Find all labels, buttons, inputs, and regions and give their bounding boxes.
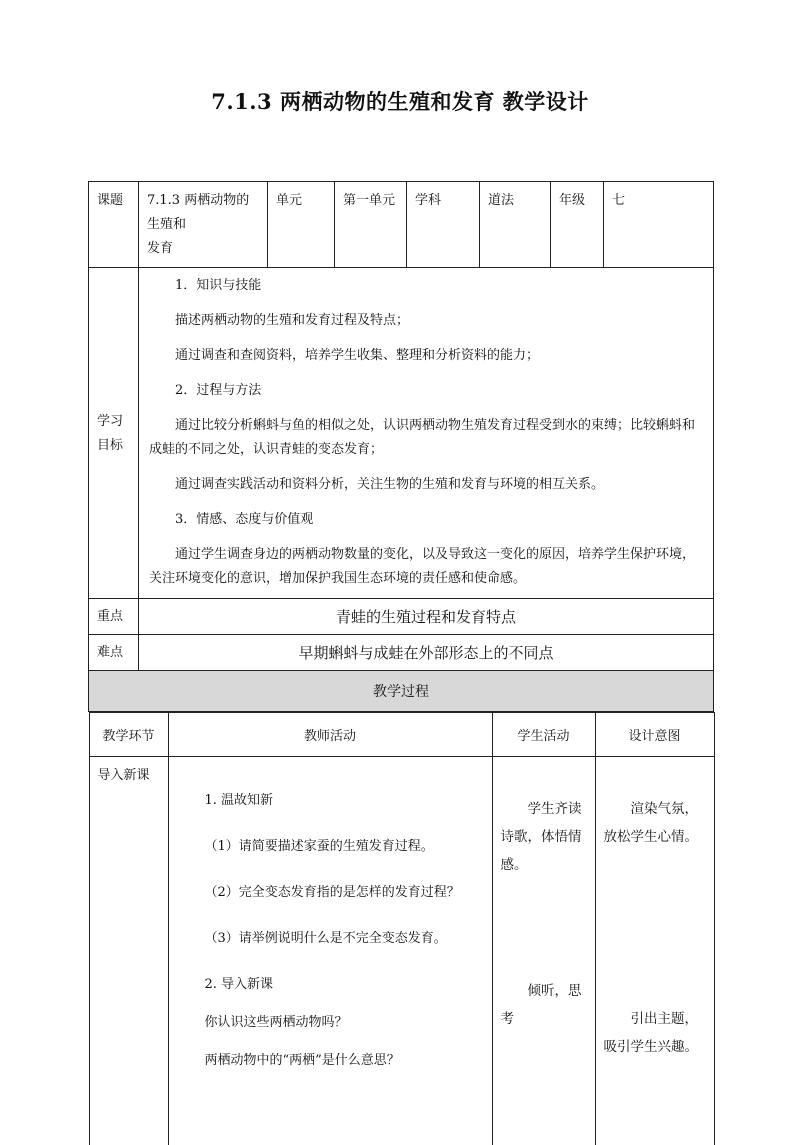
objective-heading-2: 2．过程与方法 <box>175 383 262 398</box>
grade-value: 七 <box>612 193 626 208</box>
student-line: 学生齐读 <box>527 801 582 817</box>
header-design: 设计意图 <box>595 713 714 757</box>
difficulty-value: 早期蝌蚪与成蛙在外部形态上的不同点 <box>298 644 554 662</box>
header-student: 学生活动 <box>492 713 595 757</box>
header-teacher: 教师活动 <box>168 713 492 757</box>
key-point-value-cell <box>139 599 714 635</box>
key-point-label: 重点 <box>97 608 124 624</box>
teacher-item: 1. 温故知新 <box>204 793 274 808</box>
difficulty-label: 难点 <box>97 644 124 660</box>
unit-label-cell <box>268 182 335 268</box>
process-body-row <box>89 757 714 1145</box>
grade-label-cell <box>551 182 604 268</box>
topic-line-1: 7.1.3 两栖动物的生殖和 <box>147 193 250 232</box>
stage-cell <box>89 757 168 1145</box>
topic-value-cell <box>139 182 268 268</box>
objective-heading-3: 3．情感、态度与价值观 <box>175 512 314 527</box>
lesson-plan-table <box>88 181 714 1145</box>
subject-value-cell <box>480 182 551 268</box>
subject-value: 道法 <box>488 193 515 208</box>
unit-value: 第一单元 <box>343 193 396 208</box>
process-title-cell <box>89 671 714 712</box>
grade-label: 年级 <box>559 193 586 208</box>
process-detail-row <box>89 712 714 1145</box>
unit-label: 单元 <box>276 193 303 208</box>
objective-text: 描述两栖动物的生殖和发育过程及特点； <box>175 313 410 328</box>
design-line: 放松学生心情。 <box>603 829 698 845</box>
topic-label-cell <box>89 182 139 268</box>
objective-text: 通过调查实践活动和资料分析，关注生物的生殖和发育与环境的相互关系。 <box>175 477 605 492</box>
teacher-item: （3）请举例说明什么是不完全变态发育。 <box>204 931 447 946</box>
key-point-value: 青蛙的生殖过程和发育特点 <box>335 608 516 626</box>
design-intent-cell <box>595 757 714 1145</box>
difficulty-label-cell <box>89 635 139 671</box>
design-line: 引出主题， <box>630 1011 698 1027</box>
teacher-item: 你认识这些两栖动物吗？ <box>204 1015 348 1030</box>
objective-text: 通过学生调查身边的两栖动物数量的变化，以及导致这一变化的原因，培养学生保护环境，关注环境变化的意识，增加保护我国生态环境的责任感和使命感。 <box>149 547 696 586</box>
student-line: 倾听，思 <box>527 983 582 999</box>
design-line: 渲染气氛， <box>630 801 698 817</box>
process-title: 教学过程 <box>373 684 429 700</box>
student-line: 考 <box>500 1011 514 1027</box>
key-point-row <box>89 599 714 635</box>
objectives-label-line-1: 学习 <box>97 413 124 429</box>
topic-label: 课题 <box>97 193 124 208</box>
teacher-item: （2）完全变态发育指的是怎样的发育过程？ <box>204 885 460 900</box>
objectives-label-line-2: 目标 <box>97 437 124 453</box>
objectives-row <box>89 268 714 599</box>
difficulty-row <box>89 635 714 671</box>
stage-label: 导入新课 <box>97 768 150 783</box>
objective-text: 通过调查和查阅资料，培养学生收集、整理和分析资料的能力； <box>175 348 540 363</box>
grade-value-cell <box>604 182 714 268</box>
student-activity-cell <box>492 757 595 1145</box>
teacher-item: 2. 导入新课 <box>204 977 274 992</box>
student-line: 诗歌，体悟情 <box>500 829 582 845</box>
teacher-item: 两栖动物中的“两栖”是什么意思？ <box>204 1053 400 1068</box>
objective-heading-1: 1．知识与技能 <box>175 278 262 293</box>
design-line: 吸引学生兴趣。 <box>603 1039 698 1055</box>
process-detail-cell <box>89 712 714 1145</box>
info-row <box>89 182 714 268</box>
objectives-content-cell <box>139 268 714 599</box>
teacher-item: （1）请简要描述家蚕的生殖发育过程。 <box>204 839 434 854</box>
subject-label: 学科 <box>415 193 442 208</box>
difficulty-value-cell <box>139 635 714 671</box>
header-stage: 教学环节 <box>89 713 168 757</box>
subject-label-cell <box>407 182 480 268</box>
unit-value-cell <box>335 182 407 268</box>
process-header-row <box>89 713 714 757</box>
objective-text: 通过比较分析蝌蚪与鱼的相似之处，认识两栖动物生殖发育过程受到水的束缚；比较蝌蚪和成蛙的不同之处，认识青蛙的变态发育； <box>149 418 696 457</box>
topic-line-2: 发育 <box>147 241 174 256</box>
page-title: 7.1.3 两栖动物的生殖和发育 教学设计 <box>211 89 589 114</box>
student-line: 感。 <box>500 857 528 873</box>
process-title-row <box>89 671 714 712</box>
key-point-label-cell <box>89 599 139 635</box>
teacher-activity-cell <box>168 757 492 1145</box>
objectives-label-cell <box>89 268 139 599</box>
process-table <box>89 712 715 1145</box>
